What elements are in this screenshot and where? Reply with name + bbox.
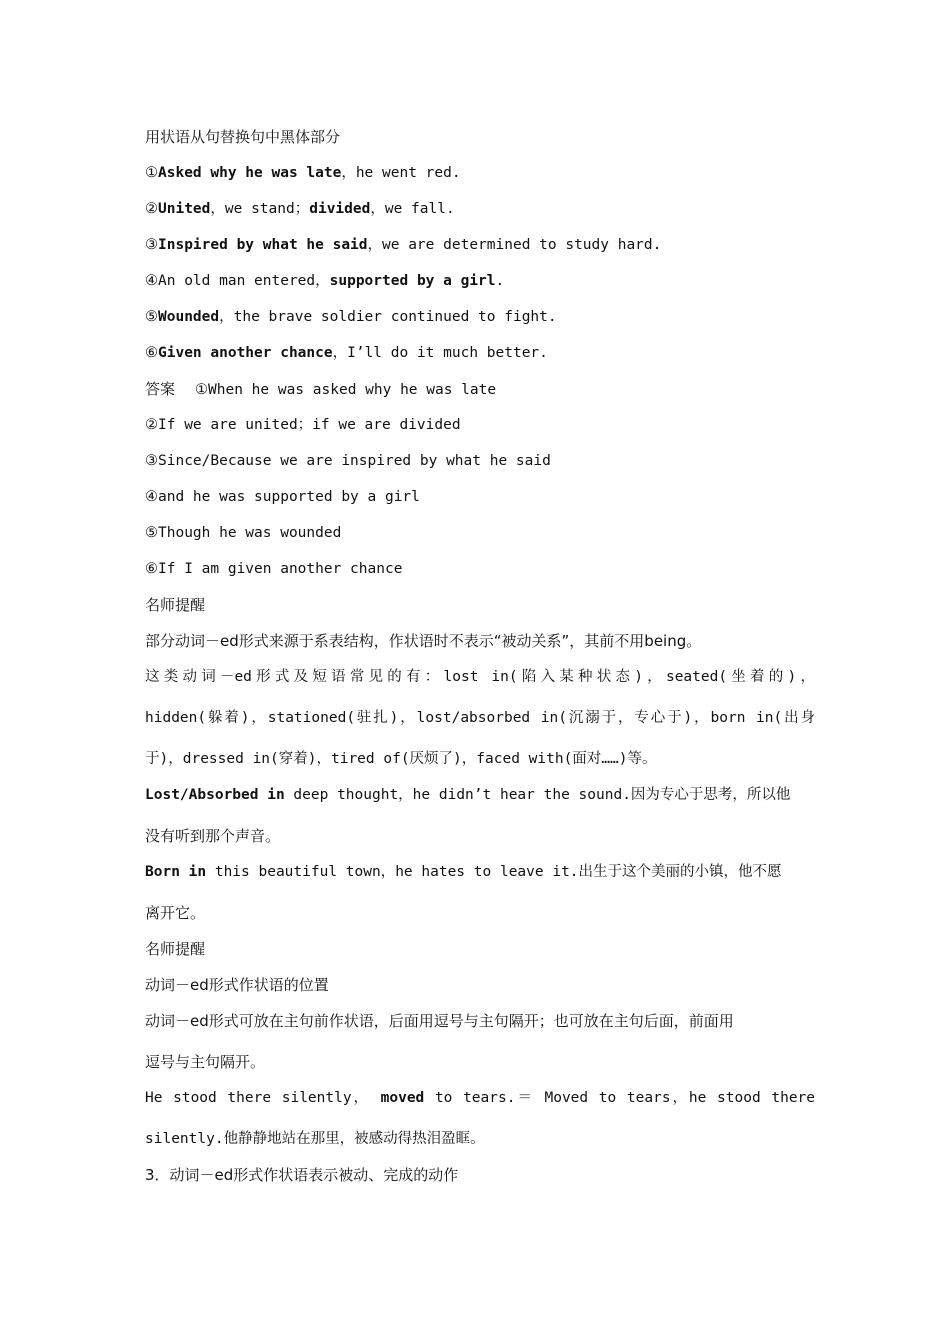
example-translation: 没有听到那个声音。 — [145, 827, 281, 845]
example-text: He stood there silently， — [145, 1090, 370, 1106]
bold-phrase: Born in — [145, 864, 207, 880]
question-text: ，I’ll do it much better. — [332, 345, 548, 361]
question-number: ② — [145, 201, 158, 217]
question-text: ，he went red. — [341, 165, 461, 181]
answer-1 — [145, 379, 815, 400]
question-3 — [145, 235, 815, 255]
example-translation: 离开它。 — [145, 904, 206, 922]
tip-paragraph: 部分动词－ed形式来源于系表结构，作状语时不表示“被动关系”，其前不用being。 — [145, 632, 702, 650]
question-1 — [145, 163, 815, 183]
bold-phrase: moved — [380, 1090, 425, 1106]
answer-text: ①When he was asked why he was late — [195, 382, 497, 398]
bold-phrase: supported by a girl — [329, 273, 496, 289]
question-number: ③ — [145, 237, 158, 253]
bold-phrase: Inspired by what he said — [158, 237, 368, 253]
question-text: ，we fall. — [370, 201, 455, 217]
question-number: ① — [145, 165, 158, 181]
question-text: . — [495, 273, 505, 289]
tip-title: 名师提醒 — [145, 940, 206, 958]
question-number: ⑥ — [145, 345, 158, 361]
tip-paragraph: 这类动词－ed形式及短语常见的有：lost in(陷入某种状态)，seated(坐着的)， — [145, 669, 815, 685]
question-text: ，we stand； — [210, 201, 310, 217]
bold-phrase: Given another chance — [158, 345, 333, 361]
answer-label: 答案 — [145, 380, 176, 398]
tip-paragraph: hidden(躲着)，stationed(驻扎)，lost/absorbed in(沉溺于，专心于)，born in(出身 — [145, 710, 815, 726]
bold-phrase: Asked why he was late — [158, 165, 342, 181]
bold-phrase: Wounded — [158, 309, 220, 325]
tip-subtitle: 动词－ed形式作状语的位置 — [145, 976, 329, 994]
answer-4: ④and he was supported by a girl — [145, 489, 420, 505]
exercise-heading: 用状语从句替换句中黑体部分 — [145, 128, 341, 146]
answer-6: ⑥If I am given another chance — [145, 561, 403, 577]
example-sentence — [145, 862, 815, 882]
bold-phrase: Lost/Absorbed in — [145, 787, 285, 803]
bold-phrase: United — [158, 201, 211, 217]
example-sentence — [145, 785, 815, 805]
example-text: deep thought，he didn’t hear the sound.因为专心于思考，所以他 — [284, 787, 791, 803]
example-text: to tears.＝ Moved to tears，he stood there — [434, 1090, 816, 1106]
example-sentence — [145, 1088, 815, 1108]
example-text: this beautiful town，he hates to leave it.出生于这个美丽的小镇，他不愿 — [206, 864, 782, 880]
example-translation: silently.他静静地站在那里，被感动得热泪盈眶。 — [145, 1131, 485, 1147]
tip-paragraph: 动词－ed形式可放在主句前作状语，后面用逗号与主句隔开；也可放在主句后面，前面用 — [145, 1012, 734, 1030]
question-2 — [145, 199, 815, 219]
question-5 — [145, 307, 815, 327]
tip-paragraph: 于)，dressed in(穿着)，tired of(厌烦了)，faced with(面对……)等。 — [145, 751, 657, 767]
question-text: ，the brave soldier continued to fight. — [219, 309, 557, 325]
tip-paragraph: 逗号与主句隔开。 — [145, 1053, 266, 1071]
answer-5: ⑤Though he was wounded — [145, 525, 342, 541]
question-number: ④ — [145, 273, 158, 289]
question-6 — [145, 343, 815, 363]
bold-phrase: divided — [309, 201, 371, 217]
answer-2: ②If we are united；if we are divided — [145, 417, 461, 433]
section-heading: 3．动词－ed形式作状语表示被动、完成的动作 — [145, 1166, 459, 1184]
question-number: ⑤ — [145, 309, 158, 325]
tip-title: 名师提醒 — [145, 596, 206, 614]
answer-3: ③Since/Because we are inspired by what he said — [145, 453, 551, 469]
question-4 — [145, 271, 815, 291]
question-text: ，we are determined to study hard. — [367, 237, 662, 253]
question-text: An old man entered， — [158, 273, 330, 289]
